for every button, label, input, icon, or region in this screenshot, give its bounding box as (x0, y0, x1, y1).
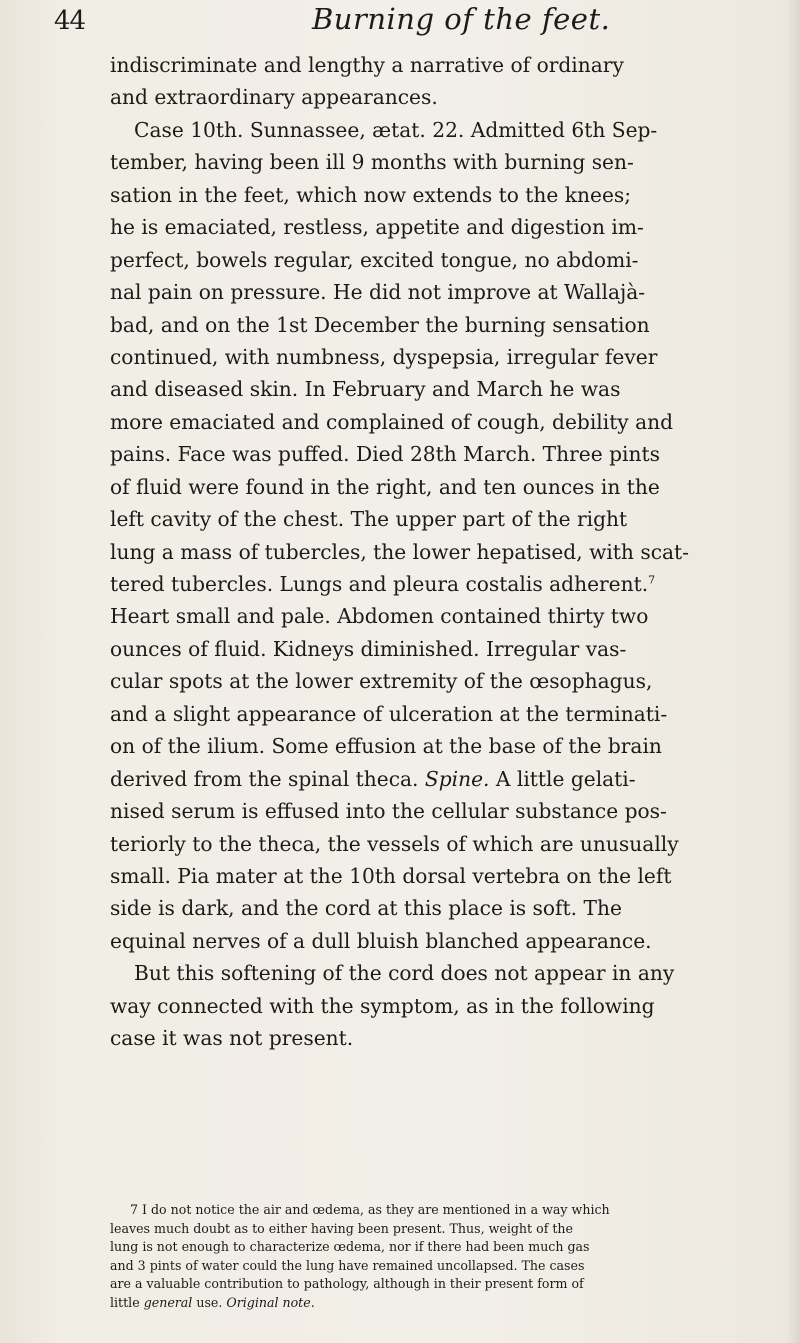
text-line (110, 81, 716, 113)
line-text: ounces of fluid. Kidneys diminished. Irregular vas- (110, 636, 627, 661)
line-text: sation in the feet, which now extends to the knees; (110, 182, 632, 207)
line-text: continued, with numbness, dyspepsia, irregular fever (110, 344, 658, 369)
footnote-text-rest: use. (192, 1294, 223, 1310)
line-text: indiscriminate and lengthy a narrative of ordinary (110, 53, 624, 77)
footnote-line (110, 1201, 720, 1220)
text-line (110, 860, 716, 892)
line-text: way connected with the symptom, as in the following (110, 993, 655, 1018)
footnote-line (110, 1294, 720, 1313)
line-text: and diseased skin. In February and March he was (110, 377, 621, 402)
line-text: nised serum is effused into the cellular substance pos- (110, 799, 667, 824)
page-header (54, 0, 734, 40)
line-text: Heart small and pale. Abdomen contained thirty two (110, 604, 649, 629)
line-text: lung a mass of tubercles, the lower hepatised, with scat- (110, 539, 689, 564)
line-text: case it was not present. (110, 1026, 354, 1051)
italic-text: Spine. (424, 766, 490, 791)
line-text: he is emaciated, restless, appetite and digestion im- (110, 215, 644, 240)
footnote-text: little (110, 1294, 140, 1310)
line-text: derived from the spinal theca. (110, 766, 419, 791)
line-text: bad, and on the 1st December the burning sensation (110, 312, 650, 337)
footnote-line (110, 1275, 720, 1294)
line-text: tered tubercles. Lungs and pleura costalis adherent. (110, 572, 649, 596)
line-text: small. Pia mater at the 10th dorsal vertebra on the left (110, 863, 672, 888)
footnote-italic-tail: Original note. (222, 1294, 315, 1310)
text-line (110, 665, 716, 697)
text-line (110, 276, 716, 308)
text-line (110, 763, 716, 795)
text-line (110, 438, 716, 470)
text-line (110, 211, 716, 243)
text-line (110, 568, 716, 600)
footnote-text: leaves much doubt as to either having been present. Thus, weight of the (110, 1220, 573, 1236)
footnote-line (110, 1238, 720, 1257)
footnote (110, 1201, 720, 1313)
footnote-text: and 3 pints of water could the lung have remained uncollapsed. The cases (110, 1257, 585, 1273)
text-line (110, 406, 716, 438)
text-line (110, 309, 716, 341)
text-line (110, 925, 716, 957)
text-line (110, 341, 716, 373)
text-line (110, 244, 716, 276)
line-text: pains. Face was puffed. Died 28th March. Three pints (110, 442, 660, 467)
footnote-text: lung is not enough to characterize œdema, nor if there had been much gas (110, 1239, 590, 1255)
text-line (110, 828, 716, 860)
text-line (110, 471, 716, 503)
line-text: of fluid were found in the right, and ten ounces in the (110, 474, 660, 499)
text-line (110, 536, 716, 568)
line-text: and extraordinary appearances. (110, 85, 438, 110)
text-line (110, 179, 716, 211)
page-number: 44 (54, 6, 86, 36)
line-text: tember, having been ill 9 months with burning sen- (110, 150, 634, 175)
text-line (110, 633, 716, 665)
line-text: Case 10th. Sunnassee, ætat. 22. Admitted 6th Sep- (134, 117, 658, 142)
line-text: more emaciated and complained of cough, debility and (110, 409, 674, 434)
text-line (110, 990, 716, 1022)
line-text: But this softening of the cord does not appear in any (134, 961, 675, 986)
text-line (110, 600, 716, 632)
line-text: equinal nerves of a dull bluish blanched appearance. (110, 928, 652, 953)
text-line (110, 795, 716, 827)
text-line (110, 957, 716, 989)
line-text: and a slight appearance of ulceration at the terminati- (110, 701, 668, 726)
text-line (110, 1022, 716, 1054)
line-text: teriorly to the theca, the vessels of which are unusually (110, 831, 679, 856)
text-line (110, 730, 716, 762)
footnote-line (110, 1257, 720, 1276)
text-line (110, 373, 716, 405)
line-text: nal pain on pressure. He did not improve at Wallajà- (110, 280, 646, 305)
text-line (110, 892, 716, 924)
footnote-marker: 7 (648, 573, 656, 587)
footnote-line (110, 1220, 720, 1239)
text-line (110, 49, 716, 81)
text-line (110, 698, 716, 730)
footnote-text: 7 I do not notice the air and œdema, as they are mentioned in a way which (130, 1202, 610, 1217)
running-title: Burning of the feet. (312, 2, 611, 36)
line-text: on of the ilium. Some effusion at the base of the brain (110, 734, 662, 759)
text-line (110, 146, 716, 178)
footnote-italic: general (143, 1294, 193, 1310)
line-text-rest: A little gelati- (489, 766, 636, 791)
line-text: left cavity of the chest. The upper part of the right (110, 507, 628, 532)
page-edge-shadow (786, 0, 800, 1343)
line-text: perfect, bowels regular, excited tongue, no abdomi- (110, 247, 639, 272)
text-line (110, 503, 716, 535)
body-text (110, 49, 716, 1055)
text-line (110, 114, 716, 146)
line-text: cular spots at the lower extremity of the œsophagus, (110, 669, 653, 694)
line-text: side is dark, and the cord at this place is soft. The (110, 896, 622, 921)
footnote-text: are a valuable contribution to pathology, although in their present form of (110, 1276, 584, 1292)
